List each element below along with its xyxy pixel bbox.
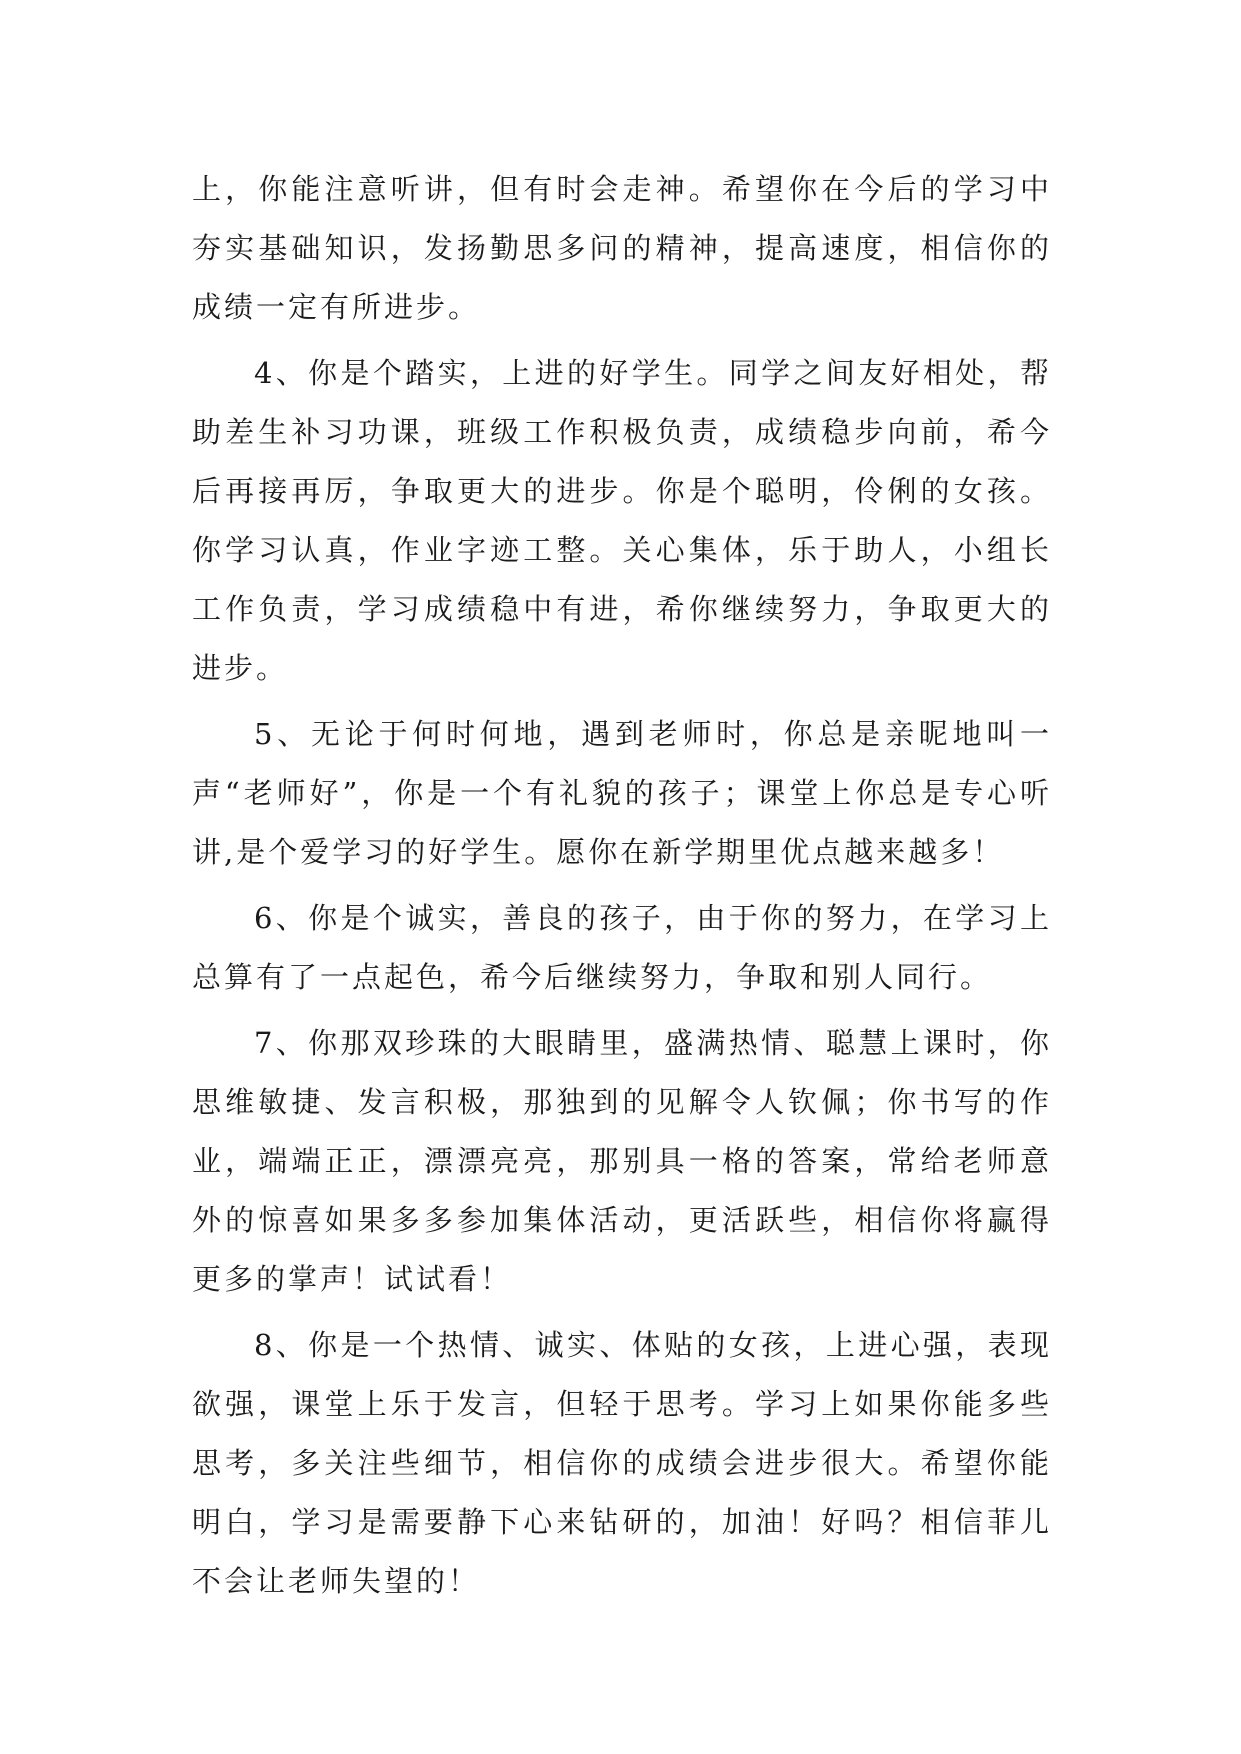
paragraph-comment-8: 8、你是一个热情、诚实、体贴的女孩，上进心强，表现欲强，课堂上乐于发言，但轻于思考。学习上如果你能多些思考，多关注些细节，相信你的成绩会进步很大。希望你能明白，学习是需要静下心来钻研的，加油！好吗？相信菲儿不会让老师失望的！	[192, 1328, 1052, 1598]
document-body	[192, 160, 1052, 1618]
paragraph-comment-4: 4、你是个踏实，上进的好学生。同学之间友好相处，帮助差生补习功课，班级工作积极负责，成绩稳步向前，希今后再接再厉，争取更大的进步。你是个聪明，伶俐的女孩。你学习认真，作业字迹工整。关心集体，乐于助人，小组长工作负责，学习成绩稳中有进，希你继续努力，争取更大的进步。	[192, 356, 1052, 685]
paragraph-comment-7: 7、你那双珍珠的大眼睛里，盛满热情、聪慧上课时，你思维敏捷、发言积极，那独到的见解令人钦佩；你书写的作业，端端正正，漂漂亮亮，那别具一格的答案，常给老师意外的惊喜如果多多参加集体活动，更活跃些，相信你将赢得更多的掌声！试试看！	[192, 1026, 1052, 1296]
paragraph-comment-5: 5、无论于何时何地，遇到老师时，你总是亲昵地叫一声“老师好”，你是一个有礼貌的孩子；课堂上你总是专心听讲,是个爱学习的好学生。愿你在新学期里优点越来越多！	[192, 717, 1052, 869]
paragraph-comment-6: 6、你是个诚实，善良的孩子，由于你的努力，在学习上总算有了一点起色，希今后继续努力，争取和别人同行。	[192, 901, 1052, 994]
paragraph-continuation: 上，你能注意听讲，但有时会走神。希望你在今后的学习中夯实基础知识，发扬勤思多问的精神，提高速度，相信你的成绩一定有所进步。	[192, 172, 1052, 324]
